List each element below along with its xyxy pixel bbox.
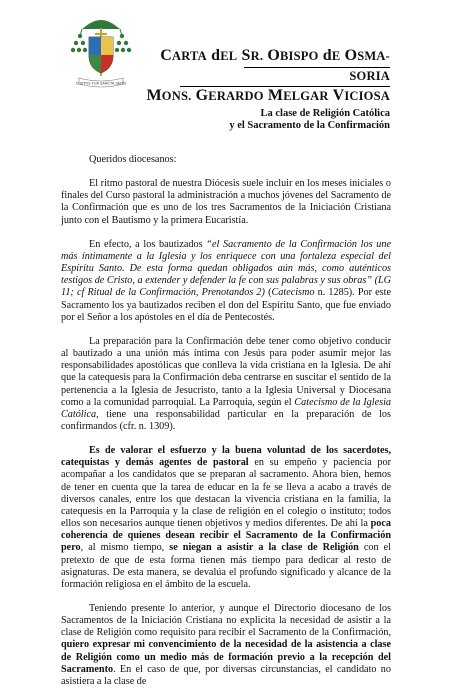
paragraph-2-quote: “el Sacramento de la Confirmación los une más íntimamente a la Iglesia y los enriquece con una fortaleza especial del Espíritu Santo. De esta forma quedan obligados aún más, como auténticos testigos de Cristo, a extender y defender la fe con sus palabras y sus obras” (LG 11; cf Ritual de la Confirmación, Prenotandos 2) [61, 238, 391, 299]
subtitle-line-1: La clase de Religión Católica [260, 108, 390, 119]
title-underline-1 [244, 67, 390, 68]
paragraph-2-text-c: n. 1285). Por este Sacramento los ya bautizados reciben el don del Espíritu Santo, que fue enviado por el Señor a los apóstoles en el día de Pentecostés. [61, 287, 391, 323]
paragraph-2-text: En efecto, a los bautizados [89, 238, 207, 250]
paragraph-4-text-d: , al mismo tiempo, [80, 542, 170, 554]
paragraph-3 [61, 336, 391, 433]
paragraph-4 [61, 445, 391, 591]
episcopal-crest-icon [66, 12, 136, 94]
paragraph-4-text-f: con el pretexto de que de esta forma tienen más tiempo para dedicar al resto de asignaturas. De esta manera, se devalúa el profundo significado y alcance de la formación religiosa en el ámbito de la escuela. [61, 542, 392, 590]
letter-title [146, 46, 390, 106]
title-underline-2 [180, 86, 390, 87]
greeting: Queridos diocesanos: [89, 154, 177, 165]
paragraph-3-text: La preparación para la Confirmación debe tener como objetivo conducir al bautizado a una unión más íntima con Jesús para poder asumir mejor las responsabilidades apostólicas que conlleva la vida cristiana en la Iglesia. De ahí que la catequesis para la Confirmación deba centrarse en suscitar el sentido de la pertenencia a la Iglesia de Jesucristo, tanto a la Iglesia Universal y Diocesana como a la comunidad parroquial. La Parroquia, según el [61, 335, 391, 408]
paragraph-5-text: Teniendo presente lo anterior, y aunque el Directorio diocesano de los Sacramentos de la Iniciación Cristiana no explicita la necesidad de asistir a la clase de Religión como requisito para recibir el Sacramento de la Confirmación, [61, 603, 391, 639]
title-line-2: MONS. GERARDO MELGAR VICIOSA [146, 87, 390, 104]
paragraph-5-text-c: . En el caso de que, por diversas circunstancias, el candidato no asistiera a la clase de [61, 663, 391, 687]
paragraph-5-bold: quiero expresar mi convencimiento de la necesidad de la asistencia a clase de Religión como un medio más de formación previo a la recepción del Sacramento [61, 639, 391, 675]
paragraph-4-text: en su empeño y paciencia por acompañar a los candidatos que se preparan al sacramento. Ahora bien, hemos de tener en cuenta que la tarea de educar en la fe se lleva a acabo a través de diversos canales, entre los que destacan la vivencia cristiana en la familia, la catequesis en la Parroquia y la clase de religión en el colegio o instituto; todos ellos son necesarios aunque tienen objetivos y medios diferentes. De ahí la [61, 457, 391, 530]
letter-body [61, 154, 391, 700]
paragraph-3-text-b: , tiene una responsabilidad particular en la preparación de los confirmandos (cfr. n. 1309). [61, 408, 391, 432]
svg-text:CUSTOS TUA SANCTA SEDIS: CUSTOS TUA SANCTA SEDIS [75, 81, 127, 86]
paragraph-3-catecismo: Catecismo de la Iglesia Católica [61, 396, 391, 420]
paragraph-2 [61, 239, 391, 324]
paragraph-2-catecismo: Catecismo [271, 287, 315, 299]
subtitle-line-2: y el Sacramento de la Confirmación [229, 120, 390, 131]
paragraph-1: El ritmo pastoral de nuestra Diócesis suele incluir en los meses iniciales o finales del Curso pastoral la administración a muchos jóvenes del Sacramento de la Confirmación que es uno de los tres Sacramentos de la Iniciación Cristiana junto con el Bautismo y la primera Eucaristía. [61, 178, 391, 226]
paragraph-2-text-b: ( [264, 287, 272, 299]
paragraph-5 [61, 603, 391, 688]
paragraph-4-bold-a: Es de valorar el esfuerzo y la buena voluntad de los sacerdotes, catequistas y demás agentes de pastoral [61, 445, 391, 469]
paragraph-4-bold-e: se niegan a asistir a la clase de Religión [169, 542, 359, 554]
title-line-1: CARTA dEL SR. OBISPO dE OSMA-SORIA [160, 47, 390, 83]
paragraph-4-bold-c: poca coherencia de quienes desean recibir el Sacramento de la Confirmación pero [61, 518, 391, 554]
letter-subtitle [150, 108, 390, 132]
